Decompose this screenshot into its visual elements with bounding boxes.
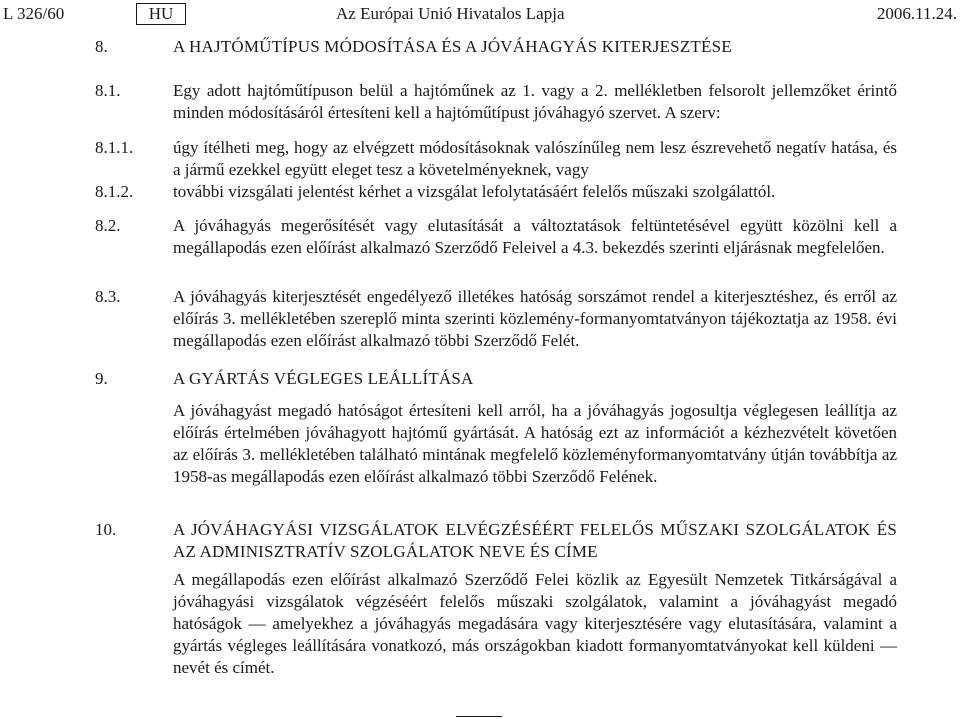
clause-text: A jóváhagyás megerősítését vagy elutasítását a változtatások feltüntetésével együtt közölni kell a megállapodás ezen előírást alkalmazó Szerződő Feleivel a 4.3. bekezdés szerinti eljárásnak megfelelően. (173, 216, 897, 257)
page-header (3, 4, 957, 26)
clause-text: úgy ítélheti meg, hogy az elvégzett módosításoknak valószínűleg nem lesz észrevehető negatív hatása, és a jármű ezekkel együtt eleget tesz a követelményeknek, vagy (173, 138, 897, 179)
section-title: A HAJTÓMŰTÍPUS MÓDOSÍTÁSA ÉS A JÓVÁHAGYÁS KITERJESZTÉSE (173, 37, 732, 56)
clause-text: további vizsgálati jelentést kérhet a vizsgálat lefolytatásáért felelős műszaki szolgálattól. (173, 182, 776, 201)
clause-text: A jóváhagyás kiterjesztését engedélyező illetékes hatóság sorszámot rendel a kiterjesztéshez, és erről az előírás 3. mellékletében szereplő minta szerinti közlemény-formanyomtatványon tájékoztatja az 1958. évi megállapodás ezen előírást alkalmazó többi Szerződő Felét. (173, 287, 897, 350)
section-number: 10. (95, 520, 117, 539)
journal-title: Az Európai Unió Hivatalos Lapja (336, 4, 565, 23)
section-title: A GYÁRTÁS VÉGLEGES LEÁLLÍTÁSA (173, 369, 474, 388)
clause-text: Egy adott hajtóműtípuson belül a hajtóműnek az 1. vagy a 2. mellékletben felsorolt jellemzőket érintő minden módosításáról értesíteni kell a hajtóműtípust jóváhagyó szervet. A szerv: (173, 81, 897, 122)
section-paragraph: A jóváhagyást megadó hatóságot értesíteni kell arról, ha a jóváhagyás jogosultja véglegesen leállítja az előírás értelmében jóváhagyott hajtómű gyártását. A hatóság ezt az információt a kézhezvételt követően az előírás 3. mellékletében található mintának megfelelő közleményformanyomtatvány útján továbbítja az 1958-as megállapodás ezen előírást alkalmazó többi Szerződő Felének. (173, 401, 897, 486)
clause-number: 8.2. (95, 216, 121, 235)
page-reference: L 326/60 (3, 4, 65, 23)
footer-rule (456, 716, 502, 717)
clause-number: 8.1. (95, 81, 121, 100)
clause-number: 8.1.1. (95, 138, 134, 157)
section-number: 9. (95, 369, 108, 388)
publication-date: 2006.11.24. (876, 4, 957, 23)
clause-number: 8.1.2. (95, 182, 134, 201)
language-box: HU (136, 3, 186, 25)
section-title: A JÓVÁHAGYÁSI VIZSGÁLATOK ELVÉGZÉSÉÉRT FELELŐS MŰSZAKI SZOLGÁLATOK ÉS AZ ADMINISZTRATÍV SZOLGÁLATOK NEVE ÉS CÍME (173, 520, 897, 561)
section-paragraph: A megállapodás ezen előírást alkalmazó Szerződő Felei közlik az Egyesült Nemzetek Titkárságával a jóváhagyási vizsgálatok végzéséért felelős műszaki szolgálatok, valamint a jóváhagyást megadó hatóságok — amelyekhez a jóváhagyás megadására vagy kiterjesztésére vagy elutasítására, valamint a gyártás végleges leállítására vonatkozó, más országokban kiadott formanyomtatványokat kell küldeni — nevét és címét. (173, 570, 897, 677)
clause-number: 8.3. (95, 287, 121, 306)
section-number: 8. (95, 37, 108, 56)
